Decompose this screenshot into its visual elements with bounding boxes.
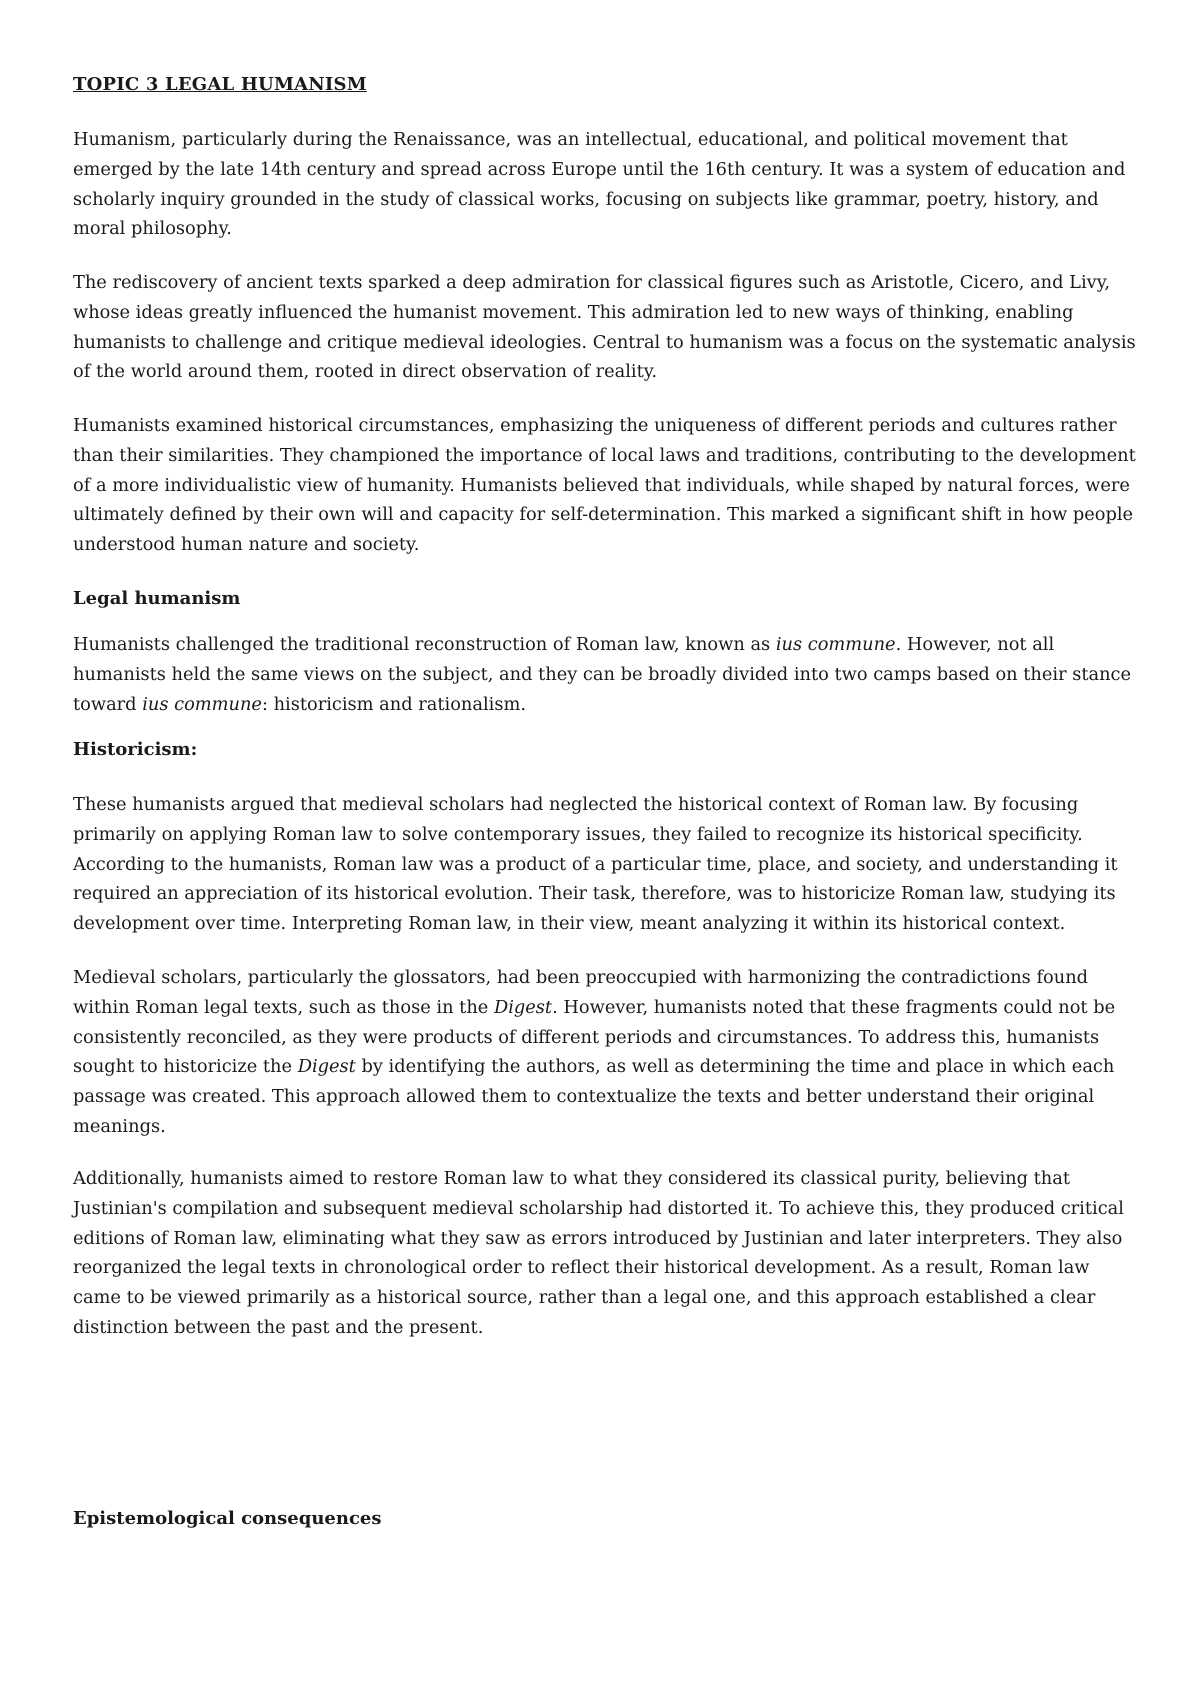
- text-run: . However, not all humanists held the same views on the subject, and they can be broadly divided into two camps based on their stance toward: [73, 634, 1132, 715]
- text-run: . However, humanists noted that these fragments could not be consistently reconciled, as they were products of different periods and circumstances. To address this, humanists sought to historicize the: [73, 996, 1116, 1078]
- paragraph-historical-circumstances: Humanists examined historical circumstances, emphasizing the uniqueness of different periods and cultures rather than their similarities. They championed the importance of local laws and traditions, contributing to the development of a more individualistic view of humanity. Humanists believed that individuals, while shaped by natural forces, were ultimately defined by their own will and capacity for self-determination. This marked a significant shift in how people understood human nature and society.: [73, 415, 1136, 556]
- paragraph-glossators: [73, 963, 1143, 1142]
- paragraph-rediscovery: The rediscovery of ancient texts sparked a deep admiration for classical figures such as Aristotle, Cicero, and Livy, whose ideas greatly influenced the humanist movement. This admiration led to new ways of thinking, enabling humanists to challenge and critique medieval ideologies. Central to humanism was a focus on the systematic analysis of the world around them, rooted in direct observation of reality.: [73, 272, 1136, 383]
- paragraph-humanism-intro: Humanism, particularly during the Renaissance, was an intellectual, educational, and political movement that emerged by the late 14th century and spread across Europe until the 16th century. It was a system of education and scholarly inquiry grounded in the study of classical works, focusing on subjects like grammar, poetry, history, and moral philosophy.: [73, 129, 1126, 240]
- document-title: TOPIC 3 LEGAL HUMANISM: [73, 74, 367, 95]
- paragraph-classical-purity: Additionally, humanists aimed to restore Roman law to what they considered its classical purity, believing that Justinian's compilation and subsequent medieval scholarship had distorted it. To achieve this, they produced critical editions of Roman law, eliminating what they saw as errors introduced by Justinian and later interpreters. They also reorganized the legal texts in chronological order to reflect their historical development. As a result, Roman law came to be viewed primarily as a historical source, rather than a legal one, and this approach established a clear distinction between the past and the present.: [73, 1168, 1124, 1338]
- text-run: Humanists challenged the traditional reconstruction of Roman law, known as: [73, 634, 776, 655]
- text-run: by identifying the authors, as well as determining the time and place in which each passage was created. This approach allowed them to contextualize the texts and better understand their original meanings.: [73, 1056, 1115, 1137]
- italic-term: ius commune: [775, 634, 896, 655]
- italic-term: Digest: [297, 1056, 356, 1078]
- italic-term: ius commune: [142, 693, 262, 715]
- text-run: Medieval scholars, particularly the glossators, had been preoccupied with harmonizing the contradictions found within Roman legal texts, such as those in the: [73, 967, 1089, 1018]
- heading-legal-humanism: Legal humanism: [73, 588, 241, 609]
- text-run: : historicism and rationalism.: [261, 693, 526, 715]
- heading-historicism: Historicism:: [73, 739, 198, 760]
- paragraph-historicism: These humanists argued that medieval scholars had neglected the historical context of Roman law. By focusing primarily on applying Roman law to solve contemporary issues, they failed to recognize its historical specificity. According to the humanists, Roman law was a product of a particular time, place, and society, and understanding it required an appreciation of its historical evolution. Their task, therefore, was to historicize Roman law, studying its development over time. Interpreting Roman law, in their view, meant analyzing it within its historical context.: [73, 794, 1118, 935]
- paragraph-ius-commune: [73, 630, 1143, 719]
- heading-epistemological-consequences: Epistemological consequences: [73, 1508, 382, 1529]
- italic-term: Digest: [493, 996, 553, 1018]
